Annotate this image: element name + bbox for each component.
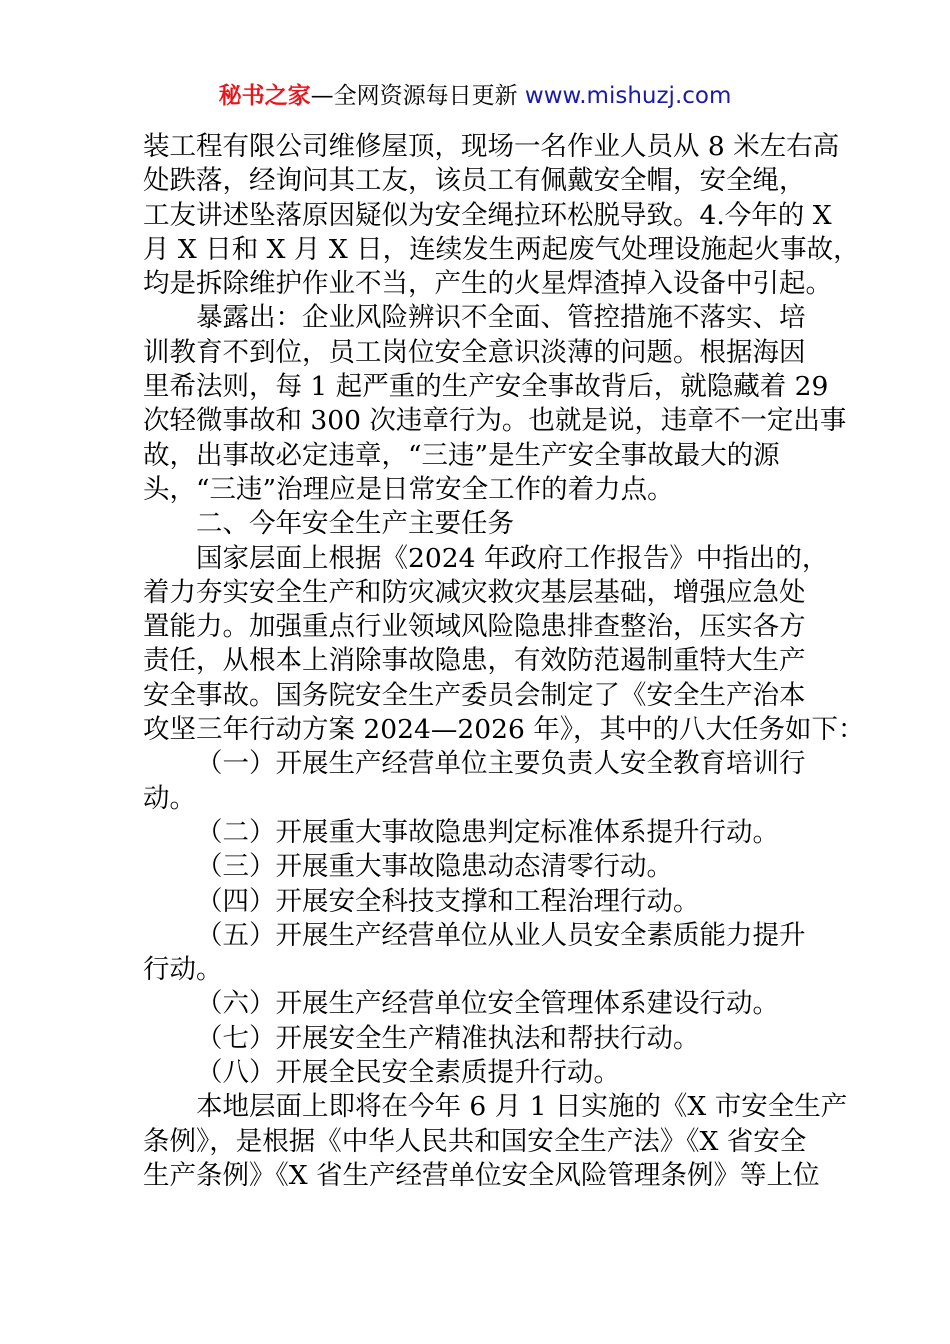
text-line: 暴露出：企业风险辨识不全面、管控措施不落实、培: [196, 302, 806, 334]
text-line: 次轻微事故和 300 次违章行为。也就是说，违章不一定出事: [143, 405, 847, 437]
text-line: （八）开展全民安全素质提升行动。: [196, 1057, 620, 1089]
text-line: 条例》，是根据《中华人民共和国安全生产法》《X 省安全: [143, 1125, 807, 1157]
document-body: [143, 130, 865, 1193]
text-line: 里希法则，每 1 起严重的生产安全事故背后，就隐藏着 29: [143, 371, 829, 403]
text-line: （五）开展生产经营单位从业人员安全素质能力提升: [196, 919, 806, 951]
text-line: 处跌落，经询问其工友，该员工有佩戴安全帽，安全绳，: [143, 165, 806, 197]
text-line: 生产条例》《X 省生产经营单位安全风险管理条例》等上位: [143, 1159, 820, 1191]
text-line: 攻坚三年行动方案 2024—2026 年》，其中的八大任务如下：: [143, 714, 865, 746]
text-line: 均是拆除维护作业不当，产生的火星焊渣掉入设备中引起。: [143, 268, 832, 300]
text-line: 工友讲述坠落原因疑似为安全绳拉环松脱导致。4.今年的 X: [143, 199, 832, 231]
text-line: 装工程有限公司维修屋顶，现场一名作业人员从 8 米左右高: [143, 131, 840, 162]
text-line: 国家层面上根据《2024 年政府工作报告》中指出的，: [196, 542, 829, 574]
text-line: （四）开展安全科技支撑和工程治理行动。: [196, 885, 700, 917]
text-line: （三）开展重大事故隐患动态清零行动。: [196, 851, 673, 883]
text-line: 置能力。加强重点行业领域风险隐患排查整治，压实各方: [143, 611, 806, 643]
text-line: （一）开展生产经营单位主要负责人安全教育培训行: [196, 748, 806, 780]
site-url-link[interactable]: www.mishuzj.com: [524, 83, 732, 109]
text-line: 安全事故。国务院安全生产委员会制定了《安全生产治本: [143, 679, 806, 711]
site-header: [0, 80, 950, 112]
text-line: 本地层面上即将在今年 6 月 1 日实施的《X 市安全生产: [196, 1091, 848, 1123]
text-line: （七）开展安全生产精准执法和帮扶行动。: [196, 1022, 700, 1054]
text-line: 行动。: [143, 954, 223, 986]
site-brand: 秘书之家: [218, 83, 311, 109]
text-line: 责任，从根本上消除事故隐患，有效防范遏制重特大生产: [143, 645, 806, 677]
text-line: 着力夯实安全生产和防灾减灾救灾基层基础，增强应急处: [143, 576, 806, 608]
text-line: 训教育不到位，员工岗位安全意识淡薄的问题。根据海因: [143, 336, 806, 368]
text-line: 故，出事故必定违章，“三违”是生产安全事故最大的源: [143, 439, 780, 471]
text-line: 头，“三违”治理应是日常安全工作的着力点。: [143, 473, 674, 505]
text-line: 二、今年安全生产主要任务: [196, 508, 514, 540]
text-line: 动。: [143, 782, 196, 814]
text-line: （二）开展重大事故隐患判定标准体系提升行动。: [196, 816, 779, 848]
site-tagline: —全网资源每日更新: [310, 83, 525, 109]
text-line: （六）开展生产经营单位安全管理体系建设行动。: [196, 988, 779, 1020]
text-line: 月 X 日和 X 月 X 日，连续发生两起废气处理设施起火事故，: [143, 233, 860, 265]
